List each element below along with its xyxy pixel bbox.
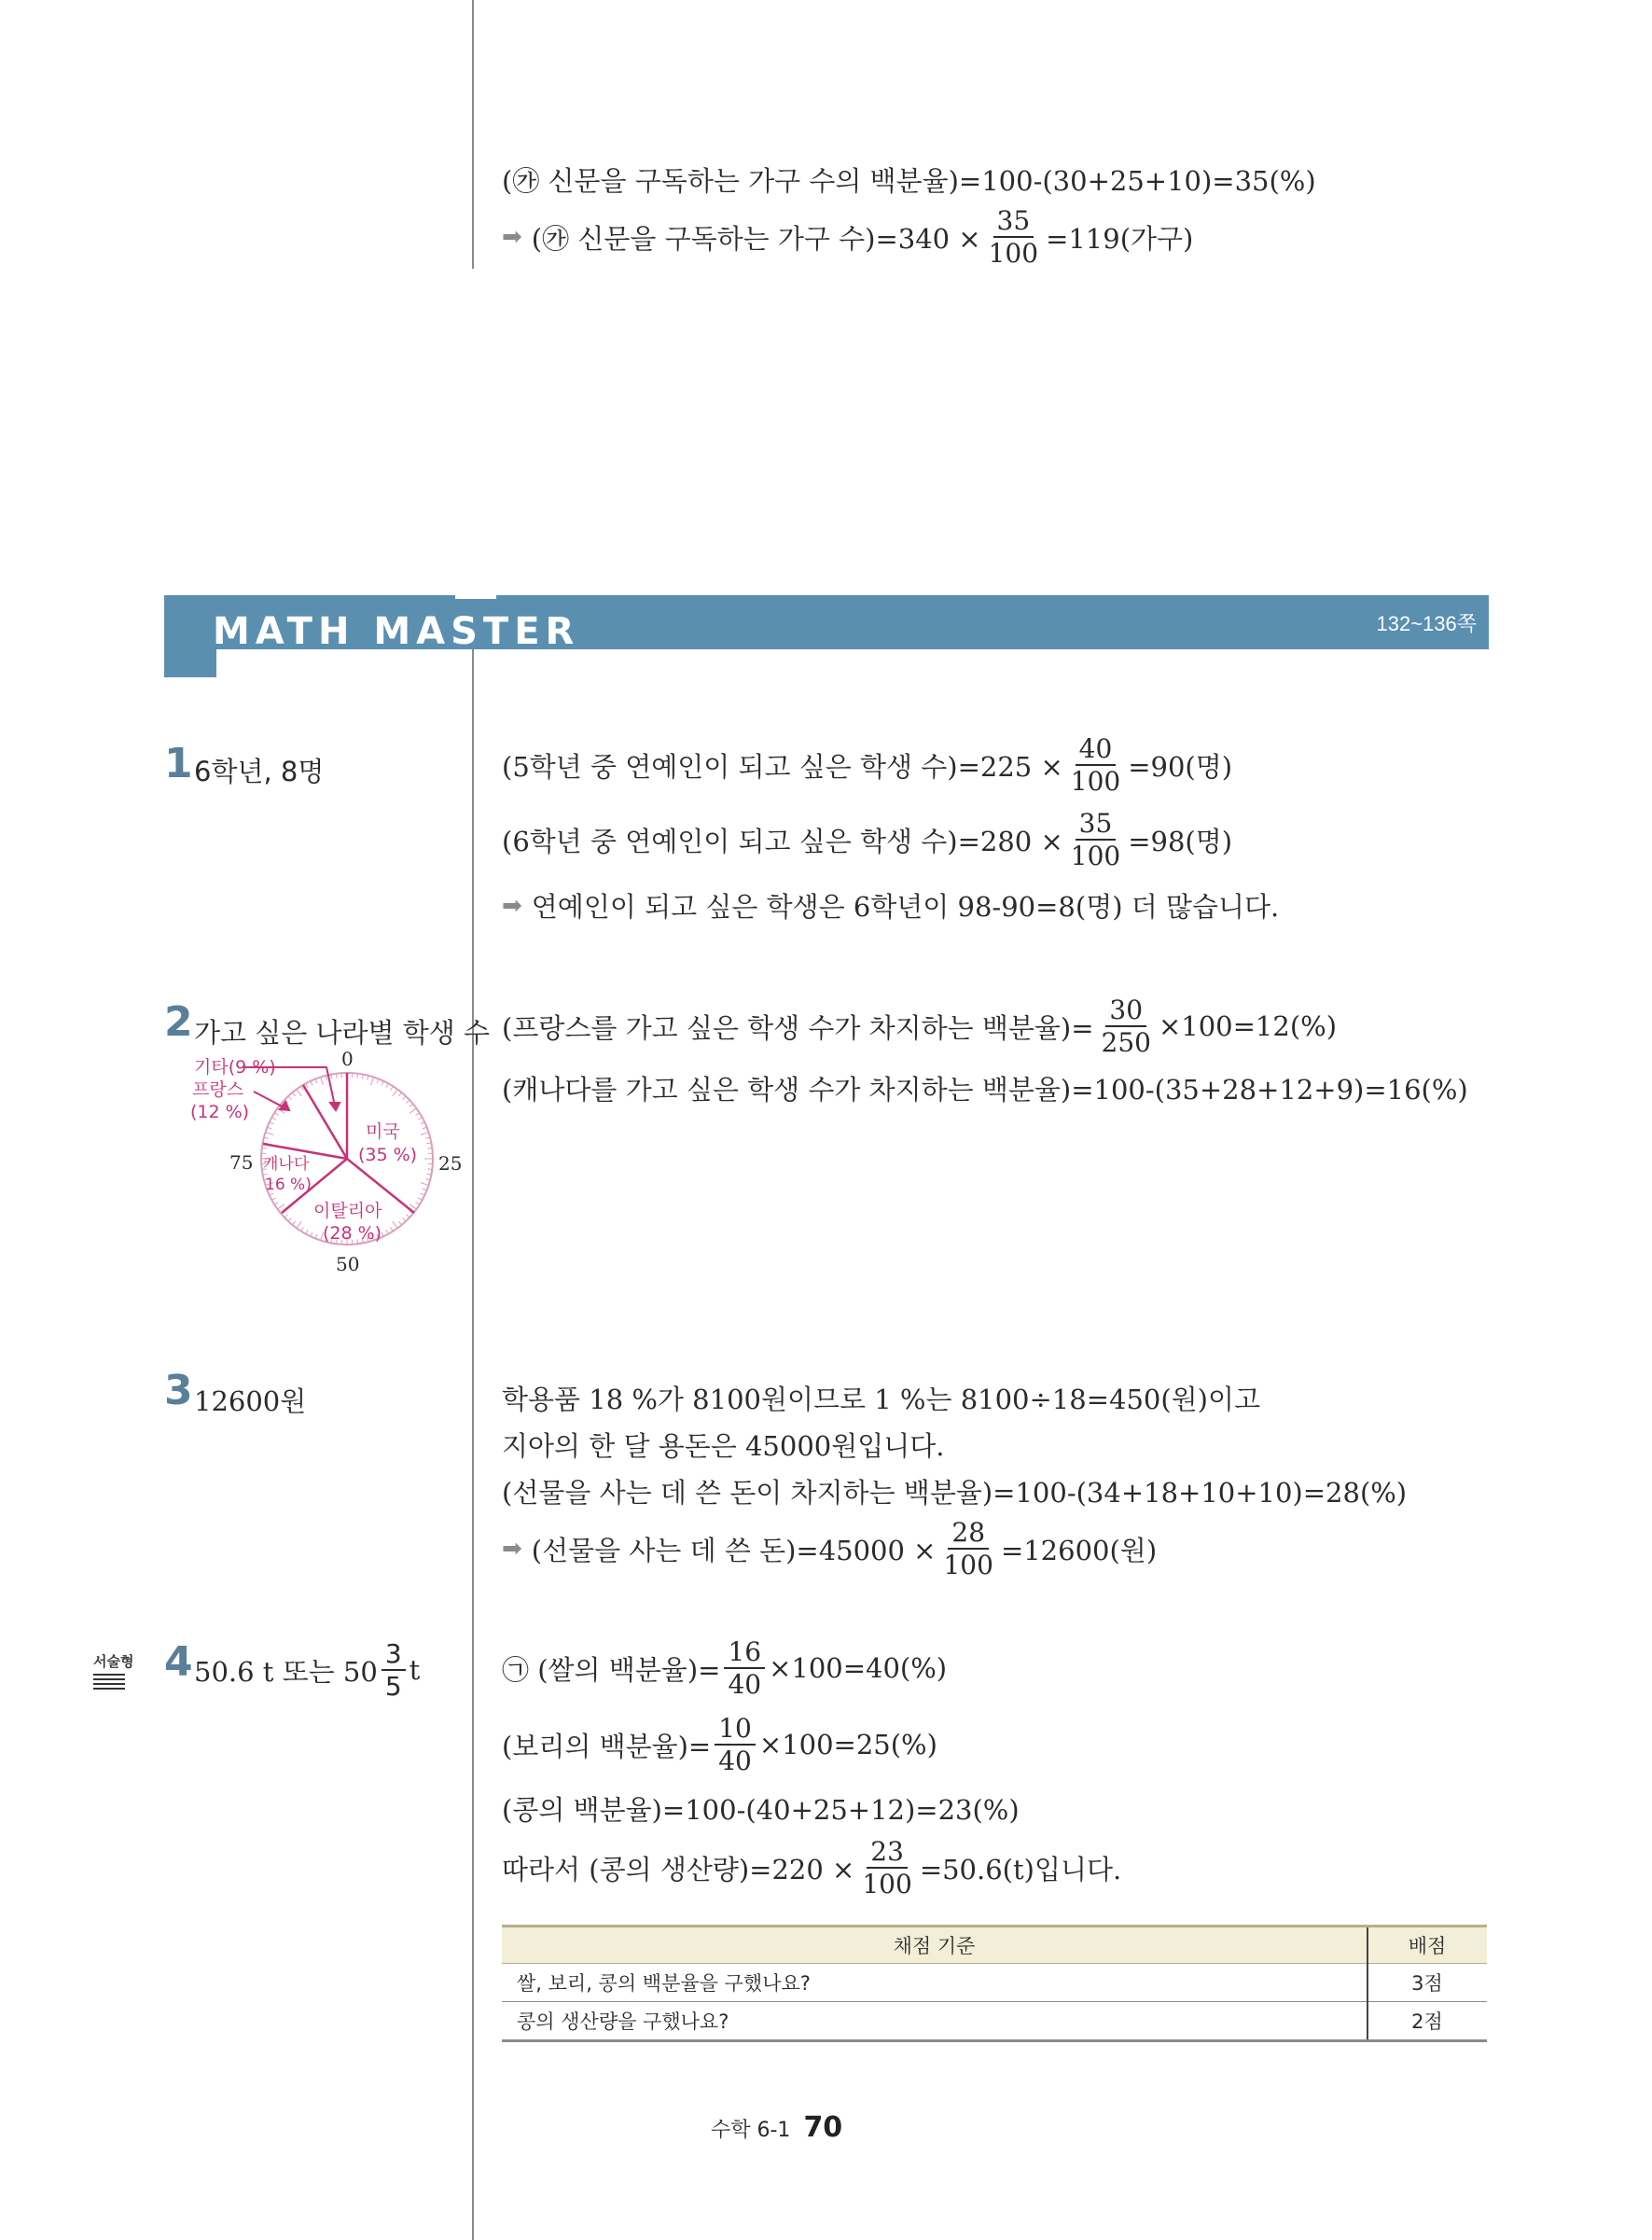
q3-line-2-text: 지아의 한 달 용돈은 45000원입니다. <box>502 1430 945 1462</box>
lines-icon <box>93 1674 125 1690</box>
scoring-criteria: 콩의 생산량을 구했나요? <box>502 2002 1367 2041</box>
answer-4-pre: 50.6 t 또는 50 <box>194 1655 378 1688</box>
section-banner-tab <box>164 595 216 677</box>
pct-italy: (28 %) <box>323 1223 382 1244</box>
footer-label: 수학 6-1 <box>711 2119 791 2142</box>
top-line-1-text: (㉮ 신문을 구독하는 가구 수의 백분율)=100-(30+25+10)=35(%) <box>502 165 1316 197</box>
q1-line-2-pre: (6학년 중 연예인이 되고 싶은 학생 수)=280 × <box>502 825 1063 857</box>
fraction-denominator: 40 <box>728 1669 762 1701</box>
scoring-header-points: 배점 <box>1367 1927 1487 1964</box>
arrow-icon: ➡ <box>502 891 522 920</box>
q2-line-1 <box>502 996 1337 1057</box>
fraction-numerator: 3 <box>382 1640 406 1671</box>
q4-line-2-pre: (보리의 백분율)= <box>502 1730 712 1762</box>
section-title: MATH MASTER <box>213 610 580 653</box>
q4-line-4-post: =50.6(t)입니다. <box>919 1853 1122 1885</box>
fraction-numerator: 23 <box>867 1838 908 1869</box>
descriptive-question-tag <box>93 1651 133 1692</box>
answer-3 <box>194 1381 306 1419</box>
answer-1: 6학년, 8명 <box>194 756 325 787</box>
q4-line-4-pre: 따라서 (콩의 생산량)=220 × <box>502 1853 855 1885</box>
answer-4-post: t <box>409 1654 421 1687</box>
q1-line-2-post: =98(명) <box>1128 825 1233 857</box>
scoring-points: 2점 <box>1367 2002 1487 2041</box>
q3-line-3 <box>502 1472 1407 1510</box>
pie-chart <box>168 1036 466 1278</box>
scoring-points: 3점 <box>1367 1964 1487 2002</box>
fraction-denominator: 100 <box>943 1550 993 1581</box>
q2-line-1-post: ×100=12(%) <box>1158 1010 1338 1043</box>
label-france: 프랑스 <box>192 1079 244 1100</box>
fraction <box>1098 996 1155 1057</box>
fraction-denominator: 100 <box>862 1869 912 1900</box>
fraction <box>715 1715 756 1775</box>
q1-line-2 <box>502 810 1232 870</box>
q2-line-2 <box>502 1069 1468 1107</box>
q1-line-1-post: =90(명) <box>1128 750 1233 783</box>
label-etc: 기타(9 %) <box>194 1057 276 1078</box>
top-line-1 <box>502 160 1316 199</box>
fraction <box>724 1638 765 1699</box>
answer-3-text: 12600원 <box>194 1385 307 1417</box>
question-number-2: 2 <box>164 998 193 1046</box>
pct-usa: (35 %) <box>358 1145 418 1165</box>
pct-canada: 16 %) <box>265 1176 312 1194</box>
arrow-icon: ➡ <box>502 223 522 252</box>
tick-label-75: 75 <box>229 1151 254 1174</box>
scoring-header-criteria: 채점 기준 <box>502 1927 1367 1964</box>
tick-label-50: 50 <box>336 1253 360 1275</box>
table-row <box>502 2002 1487 2041</box>
fraction <box>858 1838 915 1899</box>
fraction <box>985 207 1042 268</box>
q4-line-3 <box>502 1789 1020 1828</box>
tick-label-0: 0 <box>341 1048 354 1070</box>
fraction <box>382 1640 406 1701</box>
q1-line-1-pre: (5학년 중 연예인이 되고 싶은 학생 수)=225 × <box>502 750 1063 783</box>
pct-france: (12 %) <box>190 1102 250 1122</box>
top-line-2 <box>502 207 1193 268</box>
q1-line-3-text: 연예인이 되고 싶은 학생은 6학년이 98-90=8(명) 더 많습니다. <box>531 891 1280 923</box>
top-line-2-pre: (㉮ 신문을 구독하는 가구 수)=340 × <box>531 222 981 255</box>
fraction-denominator: 100 <box>1070 841 1121 872</box>
q4-line-1 <box>502 1638 947 1699</box>
fraction-numerator: 30 <box>1105 996 1146 1027</box>
q1-line-3 <box>502 886 1279 925</box>
top-line-2-post: =119(가구) <box>1046 222 1194 255</box>
question-number-3: 3 <box>164 1367 193 1414</box>
label-usa: 미국 <box>366 1121 400 1142</box>
page-number: 70 <box>803 2111 843 2144</box>
q4-line-4 <box>502 1838 1121 1899</box>
q3-line-1-text: 학용품 18 %가 8100원이므로 1 %는 8100÷18=450(원)이고 <box>502 1384 1261 1415</box>
scoring-table <box>502 1925 1487 2042</box>
fraction-numerator: 40 <box>1076 735 1117 766</box>
q1-line-1 <box>502 735 1232 796</box>
tick-mark <box>336 1074 337 1078</box>
tick-label-25: 25 <box>438 1152 463 1175</box>
column-divider-top <box>472 0 474 269</box>
q2-line-2-text: (캐나다를 가고 싶은 학생 수가 차지하는 백분율)=100-(35+28+12+9)=16(%) <box>502 1074 1468 1106</box>
q4-line-1-post: ×100=40(%) <box>769 1652 948 1685</box>
q3-line-2 <box>502 1426 945 1464</box>
label-canada: 캐나다 <box>263 1155 310 1174</box>
fraction-numerator: 16 <box>724 1638 765 1669</box>
label-italy: 이탈리아 <box>313 1201 382 1221</box>
fraction-denominator: 100 <box>988 238 1039 270</box>
fraction-numerator: 35 <box>1076 810 1117 841</box>
q2-line-1-pre: (프랑스를 가고 싶은 학생 수가 차지하는 백분율)= <box>502 1011 1094 1044</box>
answer-2: 가고 싶은 나라별 학생 수 <box>194 1017 491 1049</box>
scoring-header-row <box>502 1927 1487 1964</box>
fraction-numerator: 28 <box>948 1519 989 1550</box>
fraction-denominator: 250 <box>1101 1027 1151 1059</box>
answer-4 <box>194 1640 420 1701</box>
fraction-numerator: 10 <box>715 1715 756 1746</box>
column-divider-main <box>472 649 474 2240</box>
fraction-numerator: 35 <box>993 207 1034 238</box>
q4-line-3-text: (콩의 백분율)=100-(40+25+12)=23(%) <box>502 1794 1020 1826</box>
section-page-range: 132~136쪽 <box>1376 612 1477 635</box>
question-number-1: 1 <box>164 740 193 787</box>
fraction-denominator: 40 <box>718 1746 752 1777</box>
arrow-icon: ➡ <box>502 1535 522 1564</box>
tick-mark <box>427 1169 432 1170</box>
fraction <box>939 1519 996 1579</box>
q4-line-2 <box>502 1715 937 1775</box>
q4-line-1-pre: ㉠ (쌀의 백분율)= <box>502 1653 721 1686</box>
fraction-denominator: 5 <box>384 1671 402 1703</box>
q4-line-2-post: ×100=25(%) <box>758 1729 937 1761</box>
q3-line-1 <box>502 1379 1260 1417</box>
tick-mark <box>357 1074 358 1078</box>
fraction <box>1067 735 1124 796</box>
q3-line-3-text: (선물을 사는 데 쓴 돈이 차지하는 백분율)=100-(34+18+10+10)=28(%) <box>502 1477 1408 1509</box>
fraction <box>1067 810 1124 870</box>
fraction-denominator: 100 <box>1070 766 1121 798</box>
page-footer <box>711 2111 842 2144</box>
q3-line-4-post: =12600(원) <box>1000 1534 1158 1566</box>
q3-line-4 <box>502 1519 1157 1579</box>
question-number-4: 4 <box>164 1638 193 1686</box>
descriptive-tag-label: 서술형 <box>93 1653 134 1670</box>
scoring-criteria: 쌀, 보리, 콩의 백분율을 구했나요? <box>502 1964 1367 2002</box>
section-banner-notch <box>455 595 496 599</box>
q3-line-4-pre: (선물을 사는 데 쓴 돈)=45000 × <box>531 1534 937 1566</box>
table-row <box>502 1964 1487 2002</box>
